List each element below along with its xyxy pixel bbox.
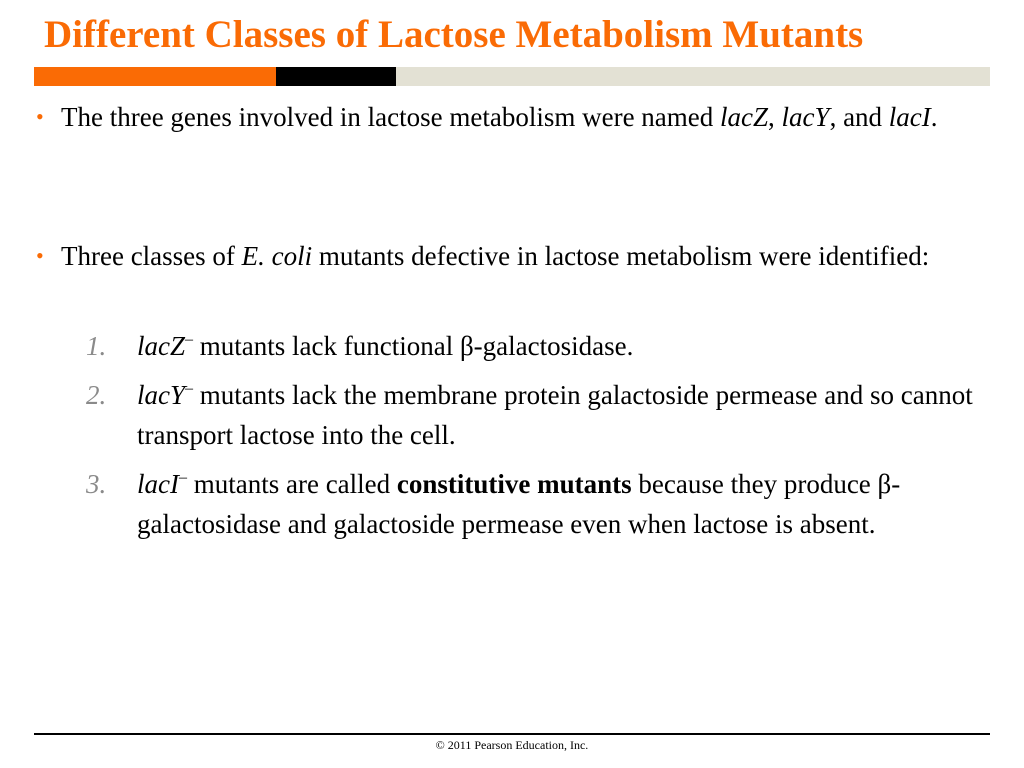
text-span: , [768, 102, 782, 132]
text-span: mutants are called [186, 469, 397, 499]
title-rule-dark-segment [276, 67, 396, 86]
gene-name-lacz: lacZ [720, 102, 769, 132]
list-item-text [137, 464, 987, 544]
list-number: 2. [86, 380, 107, 410]
gene-name: lacY [137, 380, 186, 410]
title-rule-bar [34, 67, 990, 86]
gene-name: lacI [137, 469, 179, 499]
minus-superscript: – [185, 331, 194, 348]
bullet-marker: • [36, 104, 44, 129]
gene-name-laci: lacI [888, 102, 931, 132]
text-span: because they produce β-galactosidase and galactoside permease even when lactose is absent. [137, 469, 901, 539]
text-span: mutants lack the membrane protein galactoside permease and so cannot transport lactose into the cell. [137, 380, 973, 450]
text-span: , and [829, 102, 889, 132]
minus-superscript: – [185, 380, 194, 397]
list-item-text [137, 326, 987, 366]
list-number: 1. [86, 331, 107, 361]
text-span: The three genes involved in lactose metabolism were named [61, 102, 721, 132]
bullet-mutant-classes-text [61, 236, 986, 276]
gene-name-lacy: lacY [781, 102, 830, 132]
text-span: . [930, 102, 938, 132]
text-span: Three classes of [61, 241, 242, 271]
list-item-text [137, 375, 987, 455]
bullet-genes-text [61, 97, 986, 137]
list-number: 3. [86, 469, 107, 499]
species-name: E. coli [241, 241, 313, 271]
slide-title: Different Classes of Lactose Metabolism Mutants [44, 13, 864, 56]
bold-term: constitutive mutants [396, 469, 632, 499]
bullet-marker: • [36, 243, 44, 268]
gene-name: lacZ [137, 331, 186, 361]
footer-copyright: © 2011 Pearson Education, Inc. [435, 738, 589, 752]
text-span: mutants lack functional β-galactosidase. [193, 331, 634, 361]
text-span: mutants defective in lactose metabolism were identified: [312, 241, 930, 271]
title-rule-light-segment [396, 67, 990, 86]
footer-divider [34, 733, 990, 735]
title-rule-accent-segment [34, 67, 276, 86]
minus-superscript: – [178, 469, 187, 486]
